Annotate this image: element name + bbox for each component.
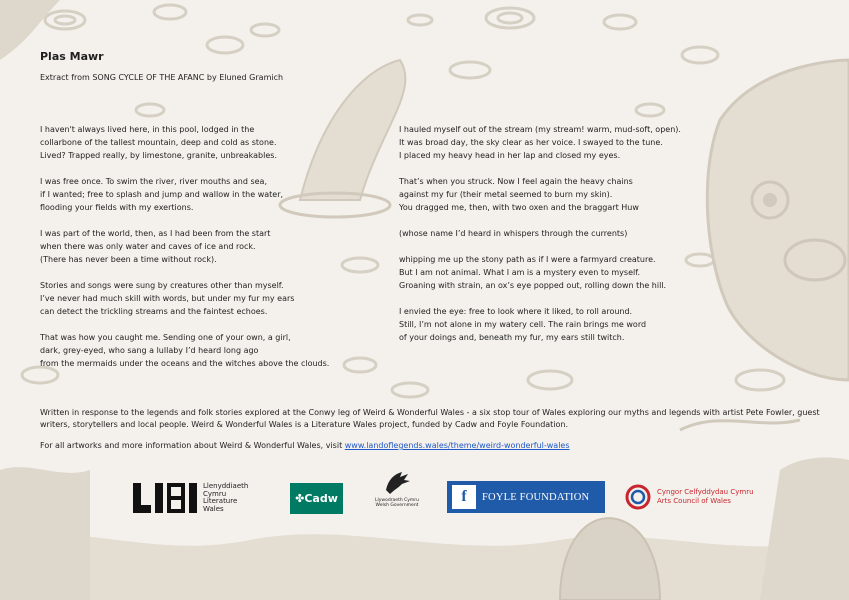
welsh-government-logo [372,468,422,518]
arts-council-wales-logo [624,481,764,513]
stanza [399,123,729,162]
literature-wales-text [203,483,248,513]
poem-line: That’s when you struck. Now I feel again the heavy chains [399,177,633,186]
logo-text-line: Llywodraeth Cymru [374,498,420,503]
poem-line: I placed my heavy head in her lap and closed my eyes. [399,151,621,160]
stanza [40,123,380,162]
arts-council-swirl-icon [624,483,652,511]
logo-text-line: Llenyddiaeth [203,482,249,490]
project-description: Written in response to the legends and folk stories explored at the Conwy leg of Weird & Wonderful Wales - a six stop tour of Wales exploring our myths and legends with artist Pete Fowler, guest writers, storytellers and local people. Weird & Wonderful Wales is a Literature Wales project, funded by Cadw and Foyle Foundation. [40,408,820,429]
poem-line: I envied the eye: free to look where it liked, to roll around. [399,307,633,316]
poem-line: from the mermaids under the oceans and the witches above the clouds. [40,359,330,368]
logo-text-line: Arts Council of Wales [657,497,731,505]
arts-council-text [657,488,754,506]
poem-line: I hauled myself out of the stream (my stream! warm, mud-soft, open). [399,125,681,134]
stanza [399,227,729,240]
poem-line: But I am not animal. What I am is a mystery even to myself. [399,268,641,277]
stanza [399,305,729,344]
poem-line: when there was only water and caves of ice and rock. [40,242,256,251]
poem-line: flooding your fields with my exertions. [40,203,194,212]
poem-attribution: Extract from SONG CYCLE OF THE AFANC by Eluned Gramich [40,73,284,82]
poem-line: Still, I’m not alone in my watery cell. The rain brings me word [399,320,647,329]
logo-text-line: Cyngor Celfyddydau Cymru [657,488,754,496]
poem-line: (There has never been a time without rock). [40,255,217,264]
literature-wales-logo [133,480,263,516]
poem-line: You dragged me, then, with two oxen and the braggart Huw [399,203,639,212]
poem-left-column [40,123,380,383]
literature-wales-mark-icon [133,483,197,513]
poem-line: I was part of the world, then, as I had been from the start [40,229,271,238]
page-title: Plas Mawr [40,50,104,63]
more-info-text: For all artworks and more information about Weird & Wonderful Wales, visit [40,441,345,450]
stanza [40,175,380,214]
more-info-line [40,440,830,452]
poem-line: against my fur (their metal seemed to burn my skin). [399,190,613,199]
foyle-foundation-logo [447,481,605,513]
poem-line: Stories and songs were sung by creatures other than myself. [40,281,284,290]
poem-line: That was how you caught me. Sending one of your own, a girl, [40,333,291,342]
poem-line: It was broad day, the sky clear as her voice. I swayed to the tune. [399,138,663,147]
stanza [399,175,729,214]
stanza [40,279,380,318]
logo-text-line: Wales [203,504,224,513]
foyle-f-icon: f [452,485,476,509]
logo-text-line: Literature [203,497,238,505]
poem-line: Groaning with strain, an ox’s eye popped out, rolling down the hill. [399,281,667,290]
footer-text [40,407,830,462]
poem-line: I’ve never had much skill with words, but under my fur my ears [40,294,295,303]
poem-right-column [399,123,729,357]
poem-line: of your doings and, beneath my fur, my ears still twitch. [399,333,625,342]
poem-line: collarbone of the tallest mountain, deep and cold as stone. [40,138,277,147]
stanza [399,253,729,292]
poem-line: dark, grey-eyed, who sang a lullaby I’d heard long ago [40,346,259,355]
logo-text-line: Cymru [203,489,227,498]
stanza [40,227,380,266]
cadw-logo: ✤Cadw [290,483,343,514]
dragon-icon [382,468,412,496]
poem-line: (whose name I’d heard in whispers through the currents) [399,229,628,238]
poem-line: whipping me up the stony path as if I were a farmyard creature. [399,255,656,264]
foyle-foundation-text: FOYLE FOUNDATION [482,491,590,503]
poem-line: I was free once. To swim the river, river mouths and sea, [40,177,267,186]
stanza [40,331,380,370]
poem-line: if I wanted; free to splash and jump and wallow in the water, [40,190,284,199]
poem-line: I haven't always lived here, in this pool, lodged in the [40,125,255,134]
poem-line: Lived? Trapped really, by limestone, granite, unbreakables. [40,151,277,160]
project-link[interactable]: www.landoflegends.wales/theme/weird-wonderful-wales [344,441,570,450]
logo-text-line: Welsh Government [375,503,419,508]
poem-line: can detect the trickling streams and the faintest echoes. [40,307,268,316]
